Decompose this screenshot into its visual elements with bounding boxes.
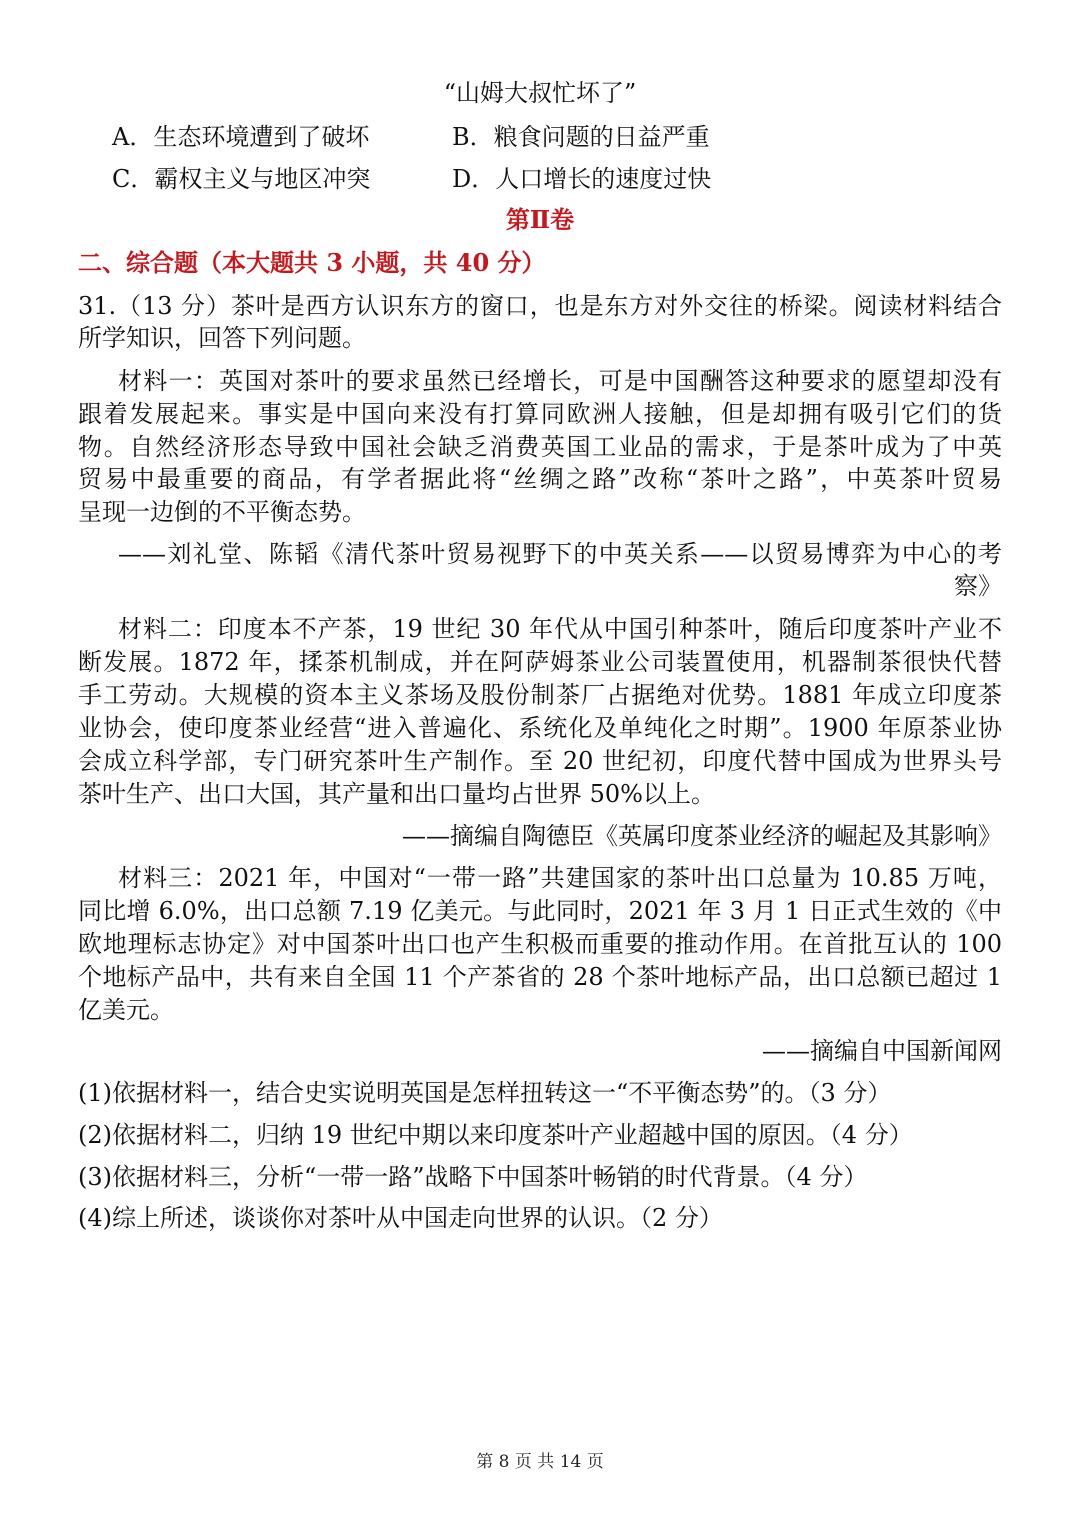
question-intro-line: 31.（13 分）茶叶是西方认识东方的窗口，也是东方对外交往的桥梁。阅读材料结合 xyxy=(78,292,1002,320)
section-heading: 二、综合题（本大题共 3 小题，共 40 分） xyxy=(78,248,546,277)
material-two-line: 业协会，使印度茶业经营“进入普遍化、系统化及单纯化之时期”。1900 年原茶业协 xyxy=(78,714,1002,742)
material-one-line: 贸易中最重要的商品，有学者据此将“丝绸之路”改称“茶叶之路”，中英茶叶贸易 xyxy=(78,465,1002,493)
sub-question: (1)依据材料一，结合史实说明英国是怎样扭转这一“不平衡态势”的。（3 分） xyxy=(78,1079,892,1107)
material-one-line: 呈现一边倒的不平衡态势。 xyxy=(78,498,366,526)
material-three-line: 材料三：2021 年，中国对“一带一路”共建国家的茶叶出口总量为 10.85 万吨， xyxy=(118,864,1002,892)
image-caption: “山姆大叔忙坏了” xyxy=(443,79,637,107)
option-c: C．霸权主义与地区冲突 xyxy=(112,165,371,193)
material-two-line: 断发展。1872 年，揉茶机制成，并在阿萨姆茶业公司装置使用，机器制茶很快代替 xyxy=(78,648,1002,676)
sub-question: (2)依据材料二，归纳 19 世纪中期以来印度茶叶产业超越中国的原因。（4 分） xyxy=(78,1121,913,1149)
material-three-line: 个地标产品中，共有来自全国 11 个产茶省的 28 个茶叶地标产品，出口总额已超过 1 xyxy=(78,963,1002,991)
sub-question: (3)依据材料三，分析“一带一路”战略下中国茶叶畅销的时代背景。（4 分） xyxy=(78,1163,868,1191)
material-one-source: ——刘礼堂、陈韬《清代茶叶贸易视野下的中英关系——以贸易博弈为中心的考 xyxy=(118,540,1002,568)
material-two-line: 材料二：印度本不产茶，19 世纪 30 年代从中国引种茶叶，随后印度茶叶产业不 xyxy=(118,615,1002,643)
option-d: D．人口增长的速度过快 xyxy=(452,165,712,193)
material-two-line: 会成立科学部，专门研究茶叶生产制作。至 20 世纪初，印度代替中国成为世界头号 xyxy=(78,747,1002,775)
material-three-line: 亿美元。 xyxy=(78,996,174,1024)
option-b: B．粮食问题的日益严重 xyxy=(452,123,710,151)
material-three-line: 同比增 6.0%，出口总额 7.19 亿美元。与此同时，2021 年 3 月 1 日正式生效的《中 xyxy=(78,897,1002,925)
material-one-source: 察》 xyxy=(954,572,1002,600)
question-intro-line: 所学知识，回答下列问题。 xyxy=(78,324,366,352)
material-two-line: 手工劳动。大规模的资本主义茶场及股份制茶厂占据绝对优势。1881 年成立印度茶 xyxy=(78,681,1002,709)
material-one-line: 物。自然经济形态导致中国社会缺乏消费英国工业品的需求，于是茶叶成为了中英 xyxy=(78,433,1002,461)
sub-question: (4)综上所述，谈谈你对茶叶从中国走向世界的认识。（2 分） xyxy=(78,1204,723,1232)
material-two-line: 茶叶生产、出口大国，其产量和出口量均占世界 50%以上。 xyxy=(78,780,715,808)
material-two-source: ——摘编自陶德臣《英属印度茶业经济的崛起及其影响》 xyxy=(402,822,1002,850)
material-three-source: ——摘编自中国新闻网 xyxy=(762,1037,1002,1065)
volume-title: 第Ⅱ卷 xyxy=(505,205,575,234)
material-three-line: 欧地理标志协定》对中国茶叶出口也产生积极而重要的推动作用。在首批互认的 100 xyxy=(78,930,1002,958)
option-a: A．生态环境遭到了破坏 xyxy=(112,123,370,151)
page-number: 第 8 页 共 14 页 xyxy=(476,1452,604,1472)
material-one-line: 材料一：英国对茶叶的要求虽然已经增长，可是中国酬答这种要求的愿望却没有 xyxy=(118,367,1002,395)
material-one-line: 跟着发展起来。事实是中国向来没有打算同欧洲人接触，但是却拥有吸引它们的货 xyxy=(78,400,1002,428)
